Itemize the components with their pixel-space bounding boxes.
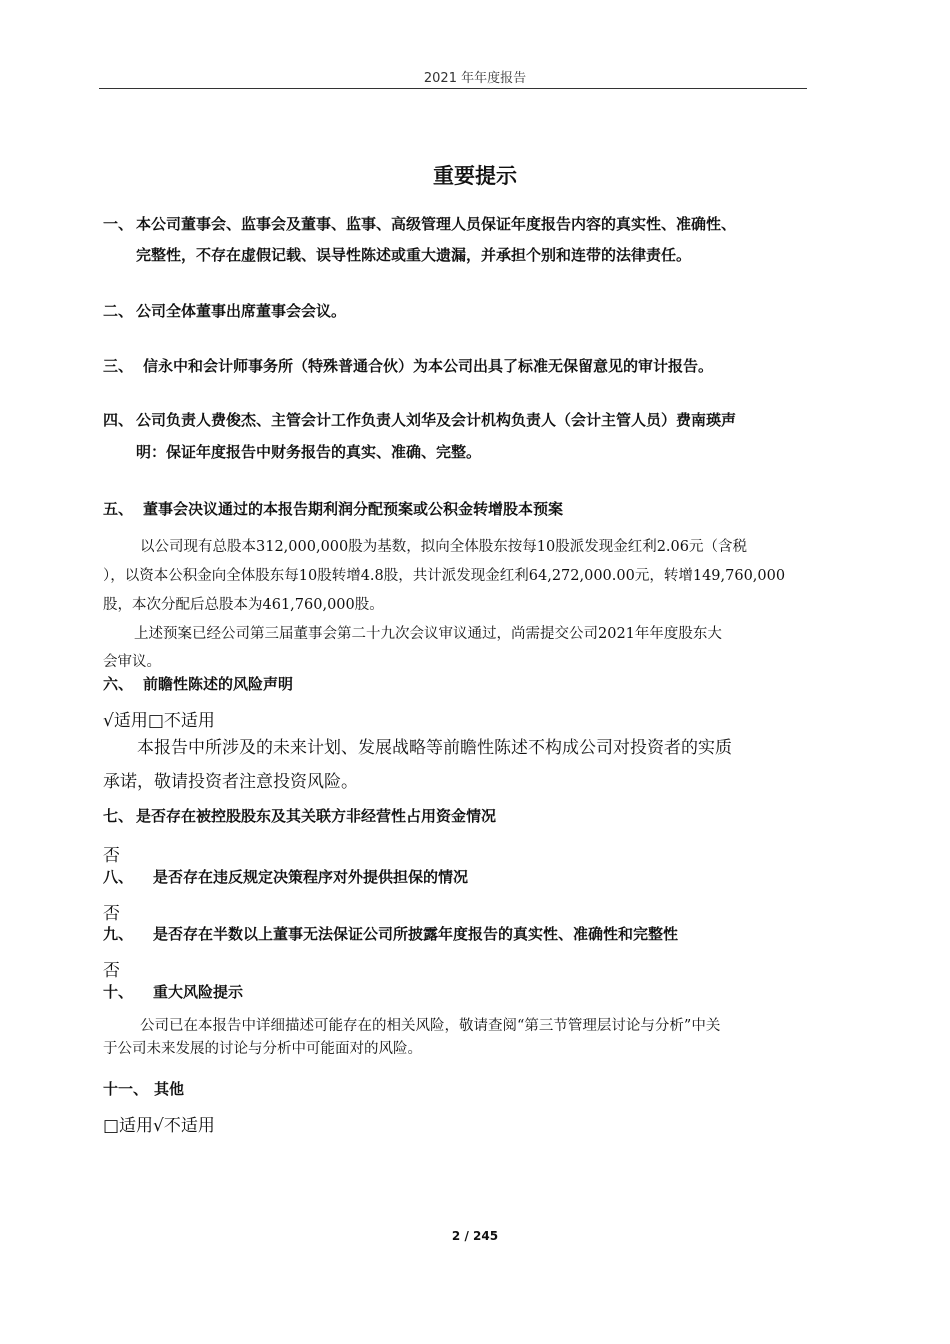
item-11-heading: 其他 [154, 1080, 185, 1098]
item-5-paragraph-line-3: 股，本次分配后总股本为461,760,000股。 [103, 597, 384, 613]
item-8-answer: 否 [103, 904, 120, 924]
item-6-number: 六、 [103, 675, 134, 693]
item-3-number: 三、 [103, 357, 134, 375]
item-10-paragraph-line-2: 于公司未来发展的讨论与分析中可能面对的风险。 [103, 1041, 422, 1057]
item-8-heading: 是否存在违反规定决策程序对外提供担保的情况 [153, 868, 469, 886]
item-5-paragraph-line-1: 以公司现有总股本312,000,000股为基数，拟向全体股东按每10股派发现金红利2.06元（含税 [140, 539, 747, 555]
header-divider [99, 88, 807, 89]
item-7-answer: 否 [103, 846, 120, 866]
item-1-line-2: 完整性，不存在虚假记载、误导性陈述或重大遗漏，并承担个别和连带的法律责任。 [136, 246, 692, 264]
item-1-line-1: 本公司董事会、监事会及董事、监事、高级管理人员保证年度报告内容的真实性、准确性、 [136, 215, 737, 233]
item-9-number: 九、 [103, 925, 134, 943]
item-4-line-2: 明：保证年度报告中财务报告的真实、准确、完整。 [136, 443, 482, 461]
item-8-number: 八、 [103, 868, 134, 886]
item-11-number: 十一、 [103, 1080, 149, 1098]
item-9-answer: 否 [103, 961, 120, 981]
item-5-paragraph-line-2: ），以资本公积金向全体股东每10股转增4.8股，共计派发现金红利64,272,000.00元，转增149,760,000 [103, 568, 786, 584]
item-6-option: √适用□不适用 [103, 711, 215, 731]
item-6-paragraph-line-1: 本报告中所涉及的未来计划、发展战略等前瞻性陈述不构成公司对投资者的实质 [137, 738, 732, 758]
item-10-paragraph-line-1: 公司已在本报告中详细描述可能存在的相关风险，敬请查阅“第三节管理层讨论与分析”中关 [140, 1018, 721, 1034]
item-4-number: 四、 [103, 411, 134, 429]
item-10-number: 十、 [103, 983, 134, 1001]
page-title: 重要提示 [433, 164, 517, 188]
item-5-heading: 董事会决议通过的本报告期利润分配预案或公积金转增股本预案 [143, 500, 564, 518]
item-7-number: 七、 [103, 807, 134, 825]
item-3-text: 信永中和会计师事务所（特殊普通合伙）为本公司出具了标准无保留意见的审计报告。 [143, 357, 714, 375]
item-1-number: 一、 [103, 215, 134, 233]
item-11-option: □适用√不适用 [103, 1116, 215, 1136]
item-7-heading: 是否存在被控股股东及其关联方非经营性占用资金情况 [136, 807, 497, 825]
item-6-paragraph-line-2: 承诺，敬请投资者注意投资风险。 [103, 772, 358, 792]
item-10-heading: 重大风险提示 [153, 983, 244, 1001]
page-number: 2 / 245 [451, 1229, 499, 1243]
header-title: 2021 年年度报告 [423, 71, 527, 86]
item-5-number: 五、 [103, 500, 134, 518]
item-6-heading: 前瞻性陈述的风险声明 [143, 675, 294, 693]
item-5-paragraph-line-4: 上述预案已经公司第三届董事会第二十九次会议审议通过，尚需提交公司2021年年度股东大 [134, 626, 722, 642]
item-4-line-1: 公司负责人费俊杰、主管会计工作负责人刘华及会计机构负责人（会计主管人员）费南瑛声 [136, 411, 737, 429]
item-2-text: 公司全体董事出席董事会会议。 [136, 302, 347, 320]
item-9-heading: 是否存在半数以上董事无法保证公司所披露年度报告的真实性、准确性和完整性 [153, 925, 679, 943]
item-5-paragraph-line-5: 会审议。 [103, 654, 161, 670]
item-2-number: 二、 [103, 302, 134, 320]
